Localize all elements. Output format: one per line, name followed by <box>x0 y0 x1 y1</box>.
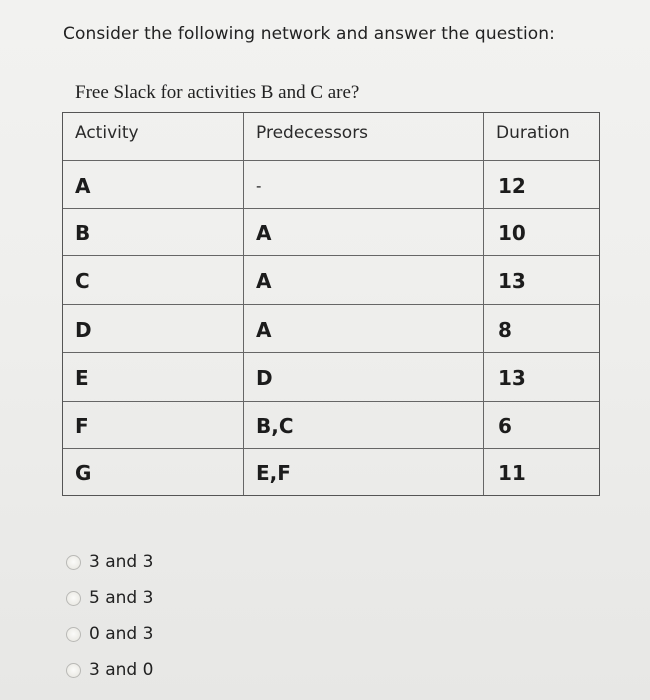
table-row <box>63 353 599 402</box>
cell-duration: 10 <box>498 221 526 245</box>
radio-button[interactable] <box>66 627 81 642</box>
answer-option-4[interactable] <box>66 652 153 688</box>
cell-activity: B <box>63 209 244 255</box>
question-text: Consider the following network and answer the question: <box>63 24 556 44</box>
answer-option-label: 3 and 0 <box>89 660 154 680</box>
answer-option-2[interactable] <box>66 580 153 616</box>
cell-duration: 12 <box>498 173 526 198</box>
table-row <box>63 209 599 256</box>
radio-button[interactable] <box>66 591 81 606</box>
table-row <box>63 402 599 449</box>
answer-option-3[interactable] <box>66 616 153 652</box>
radio-button[interactable] <box>66 555 81 570</box>
cell-duration: 8 <box>498 317 512 342</box>
cell-activity: F <box>63 402 244 448</box>
header-duration: Duration <box>496 123 570 143</box>
table-header-row <box>63 113 599 161</box>
cell-activity: A <box>63 161 244 208</box>
table-row <box>63 449 599 495</box>
cell-predecessors: A <box>244 209 484 255</box>
cell-predecessors: B,C <box>244 402 484 448</box>
answer-option-label: 5 and 3 <box>89 588 154 608</box>
cell-activity: G <box>63 449 244 495</box>
table-row <box>63 161 599 209</box>
answer-options <box>66 544 153 688</box>
cell-duration: 11 <box>498 461 526 485</box>
table-row <box>63 305 599 353</box>
table-row <box>63 256 599 305</box>
header-activity: Activity <box>63 113 244 160</box>
header-predecessors: Predecessors <box>244 113 484 160</box>
cell-predecessors: E,F <box>244 449 484 495</box>
answer-option-1[interactable] <box>66 544 153 580</box>
cell-duration: 13 <box>498 366 526 390</box>
cell-predecessors: - <box>244 161 484 208</box>
cell-predecessors: A <box>244 256 484 304</box>
subquestion-text: Free Slack for activities B and C are? <box>75 82 360 103</box>
cell-predecessors: A <box>244 305 484 352</box>
cell-activity: D <box>63 305 244 352</box>
cell-predecessors: D <box>244 353 484 401</box>
answer-option-label: 3 and 3 <box>89 552 154 572</box>
cell-activity: E <box>63 353 244 401</box>
radio-button[interactable] <box>66 663 81 678</box>
cell-duration: 6 <box>498 414 512 438</box>
cell-activity: C <box>63 256 244 304</box>
activity-table <box>62 112 600 496</box>
answer-option-label: 0 and 3 <box>89 624 154 644</box>
cell-duration: 13 <box>498 269 526 293</box>
